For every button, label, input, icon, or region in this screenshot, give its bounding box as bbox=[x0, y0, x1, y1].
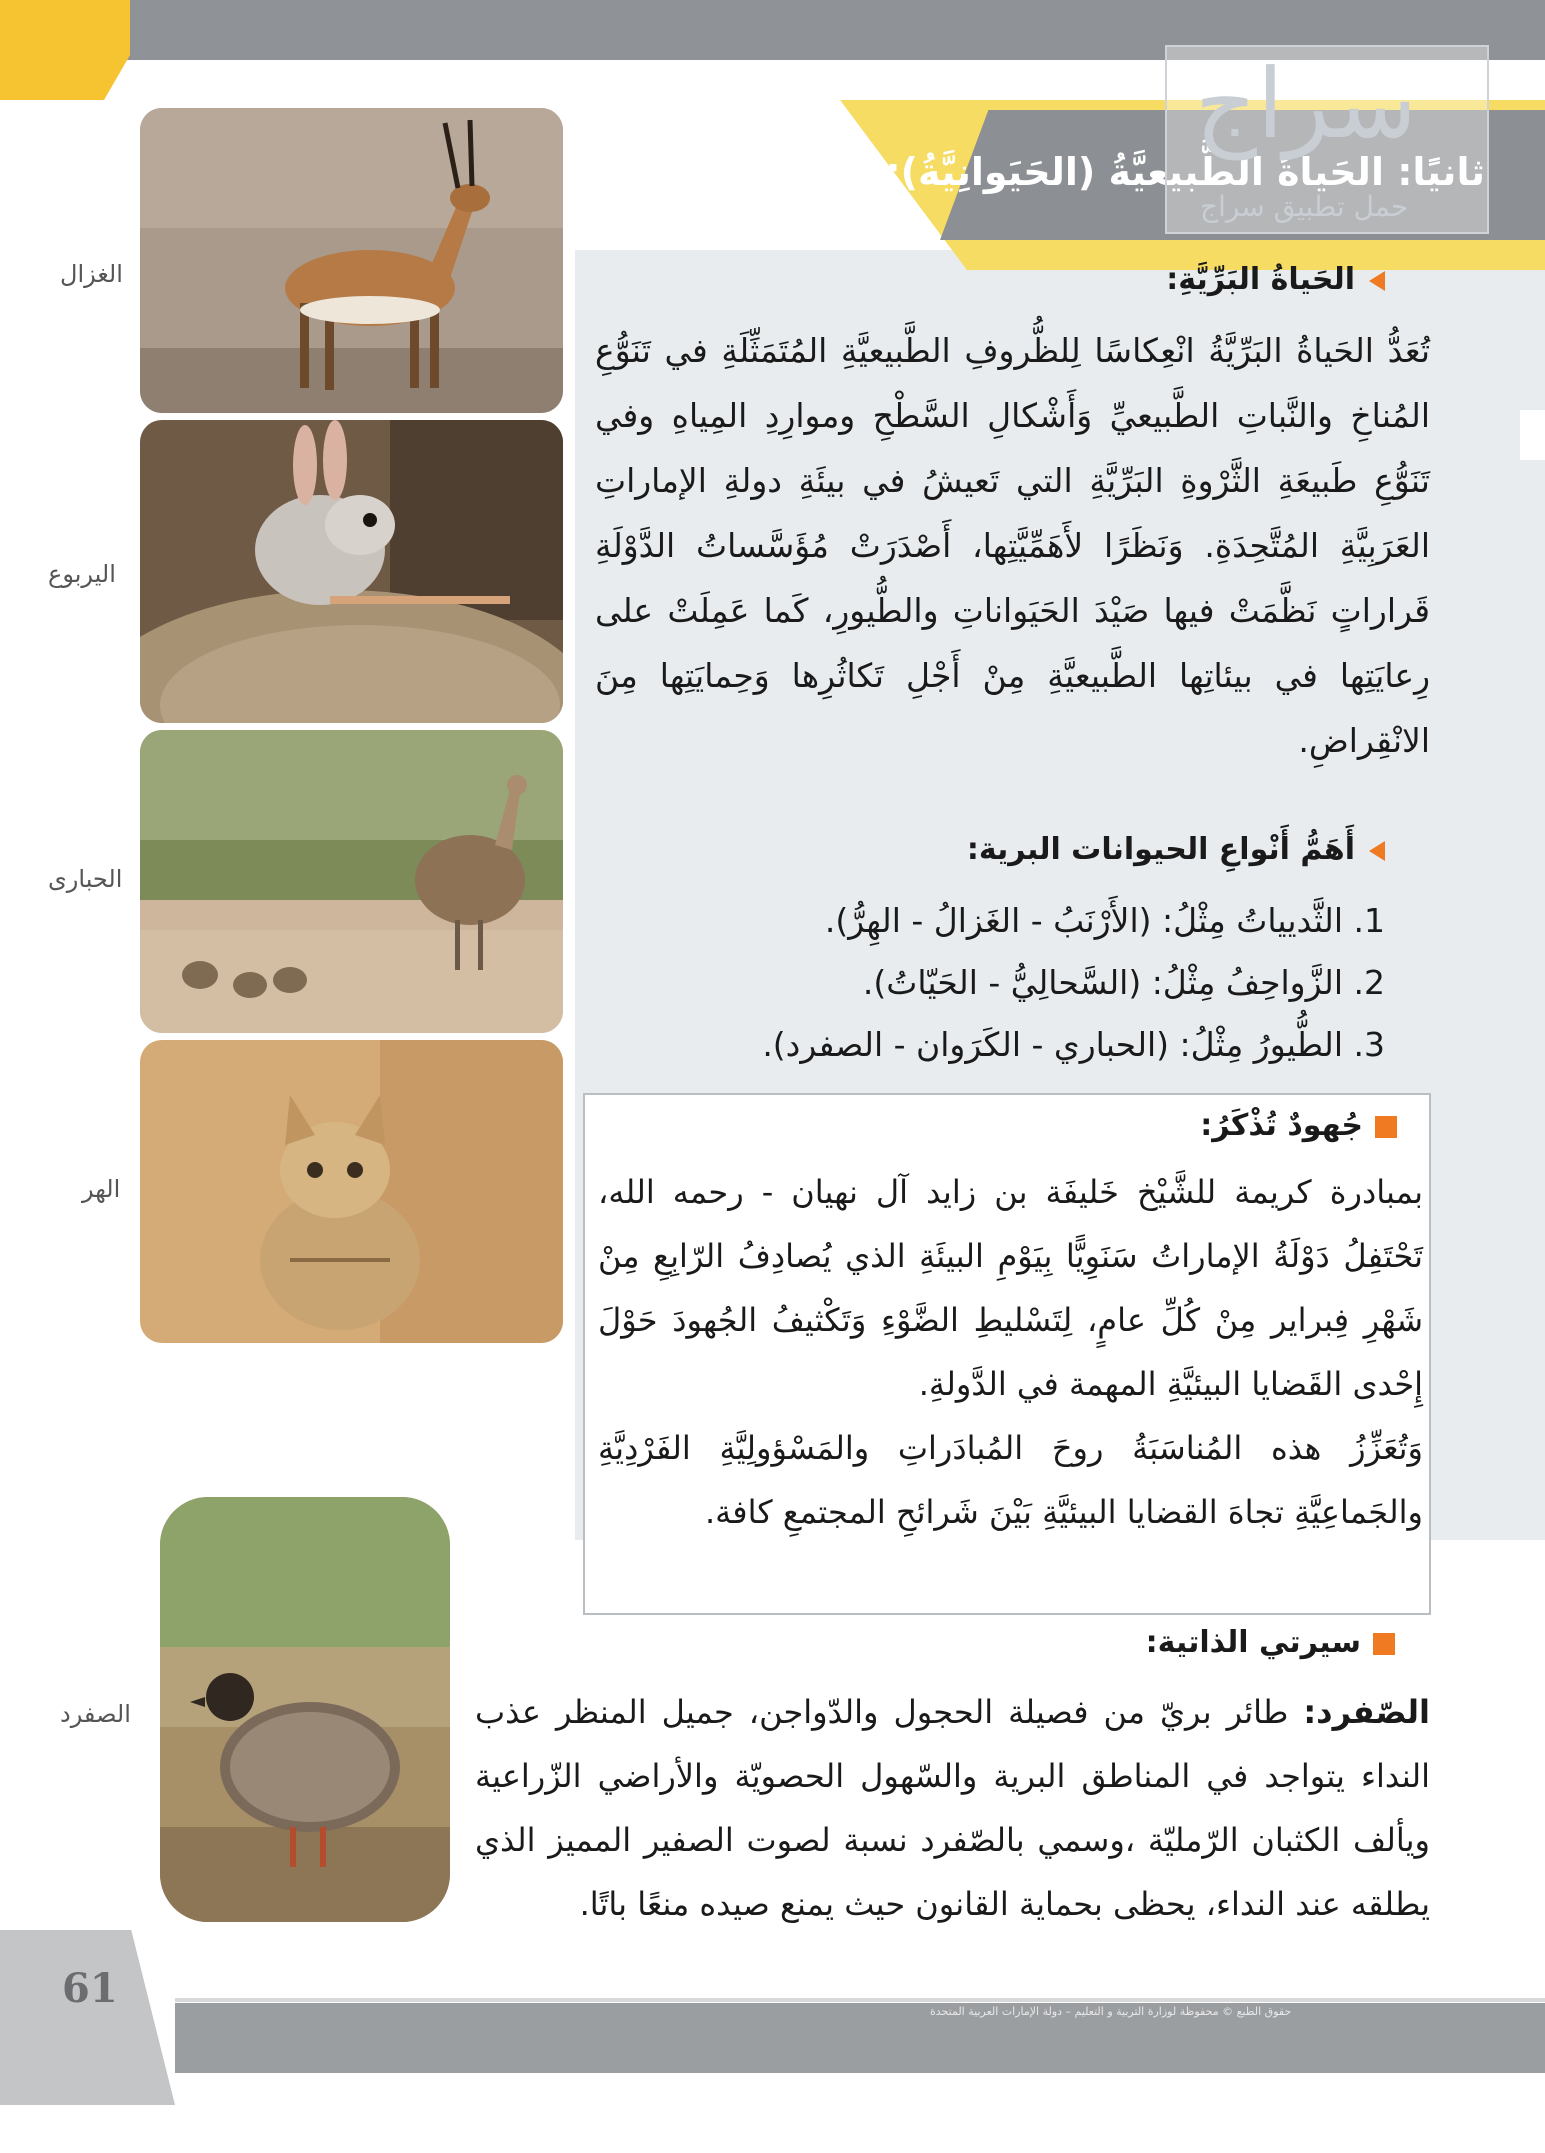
gazelle-photo bbox=[140, 108, 563, 413]
efforts-paragraph-2: وَتُعَزِّزُ هذه المُناسَبَةُ روحَ المُبادَراتِ والمَسْؤولِيَّةِ الفَرْدِيَّةِ والجَماعِيَّةِ تجاهَ القضايا البيئيَّةِ بَيْنَ شَرائحِ المجتمعِ كافة. bbox=[598, 1429, 1423, 1531]
orange-square-icon bbox=[1375, 1116, 1397, 1138]
orange-square-icon bbox=[1373, 1633, 1395, 1655]
caption-gazelle: الغزال bbox=[60, 260, 123, 288]
wild-life-title: الحَياةُ البَرِّيَّةِ: bbox=[1166, 262, 1355, 297]
biography-title: سيرتي الذاتية: bbox=[1145, 1625, 1361, 1660]
watermark-tagline: حمل تطبيق سراج bbox=[1200, 190, 1409, 223]
species-list bbox=[625, 890, 1385, 1076]
orange-arrow-icon bbox=[1369, 841, 1385, 861]
efforts-title: جُهودٌ تُذْكَرُ: bbox=[1200, 1108, 1363, 1143]
species-heading bbox=[967, 832, 1385, 867]
houbara-photo bbox=[140, 730, 563, 1033]
caption-francolin: الصفرد bbox=[60, 1700, 131, 1728]
wild-life-paragraph: تُعَدُّ الحَياةُ البَرِّيَّةُ انْعِكاسًا لِلظُّروفِ الطَّبيعيَّةِ المُتَمَثِّلَةِ في تَنَوُّعِ المُناخِ والنَّباتِ الطَّبيعيِّ وَأَشْكالِ السَّطْحِ وموارِدِ المِياهِ وفي تَنَوُّعِ طَبيعَةِ الثَّرْوةِ البَرِّيَّةِ التي تَعيشُ في بيئَةِ دولةِ الإماراتِ العَرَبِيَّةِ المُتَّحِدَةِ. وَنَظَرًا لأَهَمِّيَّتِها، أَصْدَرَتْ مُؤَسَّساتُ الدَّوْلَةِ قَراراتٍ نَظَّمَتْ فيها صَيْدَ الحَيَواناتِ والطُّيورِ، كَما عَمِلَتْ على رِعايَتِها في بيئاتِها الطَّبيعيَّةِ مِنْ أَجْلِ تَكاثُرِها وَحِمايَتِها مِنَ الانْقِراضِ. bbox=[595, 331, 1430, 760]
page-number: 61 bbox=[62, 1965, 118, 2012]
jerboa-photo bbox=[140, 420, 563, 723]
panel-notch bbox=[1520, 410, 1545, 460]
list-item: 3. الطُّيورُ مِثْلُ: (الحباري - الكَرَوان - الصفرد). bbox=[762, 1025, 1385, 1064]
biography-heading bbox=[1146, 1625, 1395, 1660]
biography-name: الصّفرد: bbox=[1303, 1693, 1431, 1731]
watermark-logo: سراج bbox=[1195, 48, 1418, 160]
top-yellow-corner bbox=[0, 0, 130, 100]
footer-corner bbox=[0, 1930, 175, 2105]
sand-cat-photo bbox=[140, 1040, 563, 1343]
biography-paragraph bbox=[475, 1680, 1430, 1936]
species-title: أَهَمُّ أَنْواعِ الحيوانات البرية: bbox=[966, 832, 1355, 867]
footer-bar bbox=[175, 2003, 1545, 2073]
list-item: 1. الثَّديياتُ مِثْلُ: (الأَرْنَبُ - الغَزالُ - الهِرُّ). bbox=[824, 901, 1385, 940]
orange-arrow-icon bbox=[1369, 271, 1385, 291]
footer-copyright: حقوق الطبع © محفوظة لوزارة التربية و التعليم – دولة الإمارات العربية المتحدة bbox=[930, 2005, 1292, 2018]
efforts-paragraph bbox=[598, 1160, 1423, 1544]
wild-life-heading bbox=[1166, 262, 1385, 297]
section-heading: ثانيًا: الحَياةُ الطَّبيعيَّةُ (الحَيَوانِيَّةُ): bbox=[885, 150, 1485, 194]
list-item: 2. الزَّواحِفُ مِثْلُ: (السَّحالِيُّ - الحَيّاتُ). bbox=[862, 963, 1385, 1002]
footer-line bbox=[175, 1998, 1545, 2002]
caption-houbara: الحبارى bbox=[48, 865, 123, 893]
caption-cat: الهر bbox=[82, 1175, 121, 1203]
efforts-paragraph-1: بمبادرة كريمة للشَّيْخ خَليفَة بن زايد آل نهيان - رحمه الله، تَحْتَفِلُ دَوْلَةُ الإماراتُ سَنَوِيًّا بِيَوْمِ البيئَةِ الذي يُصادِفُ الرّابِعِ مِنْ شَهْرِ فِبراير مِنْ كُلِّ عامٍ، لِتَسْليطِ الضَّوْءِ وَتَكْثيفُ الجُهودَ حَوْلَ إِحْدى القَضايا البيئيَّةِ المهمة في الدَّولةِ. bbox=[598, 1173, 1423, 1403]
francolin-photo bbox=[160, 1497, 450, 1922]
efforts-heading bbox=[1200, 1108, 1397, 1143]
biography-text: طائر بريّ من فصيلة الحجول والدّواجن، جميل المنظر عذب النداء يتواجد في المناطق البرية والسّهول الحصويّة والأراضي الزّراعية ويألف الكثبان الرّمليّة ،وسمي بالصّفرد نسبة لصوت الصفير المميز الذي يطلقه عند النداء، يحظى بحماية القانون حيث يمنع صيده منعًا باتًا. bbox=[475, 1693, 1430, 1923]
caption-jerboa: اليربوع bbox=[48, 560, 116, 588]
